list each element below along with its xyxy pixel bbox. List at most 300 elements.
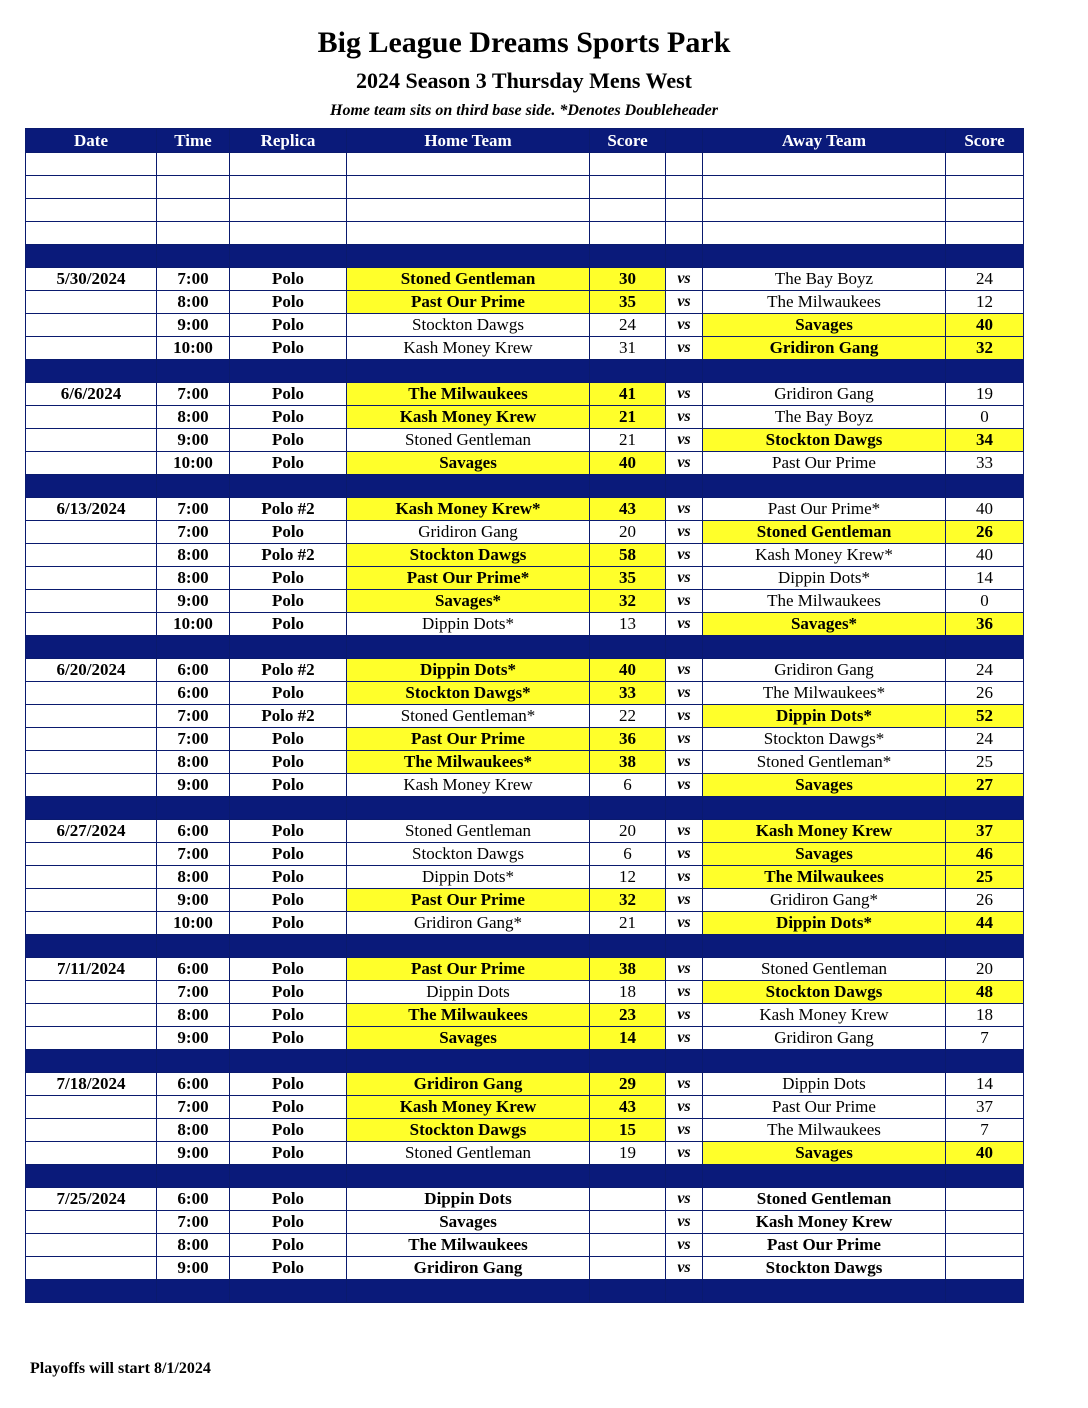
away-score: 25 [946,751,1024,774]
home-team: Dippin Dots* [347,659,590,682]
vs-label: vs [666,1142,703,1165]
game-row [26,682,1024,705]
home-score: 58 [590,544,666,567]
game-date [26,843,157,866]
home-score: 31 [590,337,666,360]
home-score: 38 [590,751,666,774]
game-row [26,751,1024,774]
home-team: Stoned Gentleman [347,268,590,291]
away-score: 18 [946,1004,1024,1027]
vs-label: vs [666,682,703,705]
game-date [26,981,157,1004]
away-team: The Bay Boyz [703,268,946,291]
away-score: 36 [946,613,1024,636]
week-separator-row [26,1165,1024,1188]
game-row [26,452,1024,475]
away-team: The Milwaukees* [703,682,946,705]
game-row [26,337,1024,360]
game-row [26,866,1024,889]
game-row [26,1188,1024,1211]
home-team: Gridiron Gang* [347,912,590,935]
game-time: 9:00 [157,1142,230,1165]
home-team: Past Our Prime [347,889,590,912]
game-field: Polo [230,889,347,912]
game-row [26,521,1024,544]
schedule-body [26,153,1024,1303]
home-team: Stoned Gentleman [347,820,590,843]
away-team: Gridiron Gang* [703,889,946,912]
game-date [26,774,157,797]
home-team: Savages* [347,590,590,613]
home-score: 6 [590,774,666,797]
game-date: 6/27/2024 [26,820,157,843]
game-row [26,314,1024,337]
game-time: 7:00 [157,843,230,866]
vs-label: vs [666,1119,703,1142]
game-time: 6:00 [157,1073,230,1096]
game-date [26,1142,157,1165]
game-date [26,521,157,544]
game-time: 6:00 [157,958,230,981]
game-row [26,705,1024,728]
game-time: 9:00 [157,1027,230,1050]
home-team: Kash Money Krew [347,774,590,797]
home-team: Dippin Dots [347,981,590,1004]
game-date [26,705,157,728]
home-score: 24 [590,314,666,337]
away-score: 12 [946,291,1024,314]
vs-label: vs [666,912,703,935]
column-header-vs [666,129,703,153]
game-time: 9:00 [157,314,230,337]
home-score [590,1257,666,1280]
home-score [590,1188,666,1211]
home-score: 14 [590,1027,666,1050]
game-time: 7:00 [157,1211,230,1234]
vs-label: vs [666,866,703,889]
game-row [26,820,1024,843]
vs-label: vs [666,291,703,314]
home-team: Savages [347,1027,590,1050]
home-score: 18 [590,981,666,1004]
game-time: 8:00 [157,406,230,429]
home-team: Past Our Prime [347,958,590,981]
home-score: 20 [590,820,666,843]
away-team: Stoned Gentleman [703,521,946,544]
week-separator-row [26,245,1024,268]
game-row [26,1257,1024,1280]
away-team: Savages [703,774,946,797]
home-score: 36 [590,728,666,751]
game-row [26,1027,1024,1050]
game-row [26,1142,1024,1165]
vs-label: vs [666,383,703,406]
away-team: Gridiron Gang [703,383,946,406]
away-score: 33 [946,452,1024,475]
away-score: 27 [946,774,1024,797]
game-field: Polo [230,268,347,291]
game-field: Polo [230,958,347,981]
game-time: 7:00 [157,705,230,728]
home-score: 32 [590,590,666,613]
away-team: The Milwaukees [703,291,946,314]
away-score: 26 [946,889,1024,912]
game-time: 9:00 [157,889,230,912]
home-score: 13 [590,613,666,636]
home-team: Stockton Dawgs [347,1119,590,1142]
game-field: Polo [230,843,347,866]
away-team: Savages [703,843,946,866]
game-row [26,774,1024,797]
playoffs-note: Playoffs will start 8/1/2024 [30,1360,211,1377]
game-row [26,406,1024,429]
home-score: 21 [590,429,666,452]
away-team: The Milwaukees [703,1119,946,1142]
game-row [26,1073,1024,1096]
away-team: The Bay Boyz [703,406,946,429]
home-score: 22 [590,705,666,728]
vs-label: vs [666,337,703,360]
game-date [26,889,157,912]
away-team: Past Our Prime [703,1096,946,1119]
home-team: Kash Money Krew [347,337,590,360]
game-time: 8:00 [157,291,230,314]
home-team: The Milwaukees [347,383,590,406]
home-team: Dippin Dots [347,1188,590,1211]
away-score: 40 [946,1142,1024,1165]
game-field: Polo [230,1211,347,1234]
away-score: 52 [946,705,1024,728]
game-time: 8:00 [157,1119,230,1142]
game-row [26,1004,1024,1027]
game-time: 7:00 [157,521,230,544]
vs-label: vs [666,981,703,1004]
away-score [946,1234,1024,1257]
game-row [26,613,1024,636]
vs-label: vs [666,1211,703,1234]
home-score: 21 [590,406,666,429]
home-score: 29 [590,1073,666,1096]
home-team: Kash Money Krew* [347,498,590,521]
away-team: Stockton Dawgs* [703,728,946,751]
vs-label: vs [666,406,703,429]
game-time: 7:00 [157,268,230,291]
game-date [26,866,157,889]
away-team: Past Our Prime [703,1234,946,1257]
home-team: Savages [347,452,590,475]
game-field: Polo [230,337,347,360]
game-field: Polo [230,567,347,590]
home-team: Kash Money Krew [347,1096,590,1119]
home-team: The Milwaukees [347,1004,590,1027]
page-subtitle: 2024 Season 3 Thursday Mens West [356,68,692,93]
away-score: 37 [946,820,1024,843]
vs-label: vs [666,889,703,912]
game-time: 7:00 [157,498,230,521]
week-separator-row [26,475,1024,498]
home-score: 12 [590,866,666,889]
game-row [26,659,1024,682]
away-score: 19 [946,383,1024,406]
home-team: The Milwaukees* [347,751,590,774]
game-field: Polo [230,1027,347,1050]
home-team: Kash Money Krew [347,406,590,429]
vs-label: vs [666,1096,703,1119]
away-score: 40 [946,498,1024,521]
away-team: Savages* [703,613,946,636]
away-team: Past Our Prime* [703,498,946,521]
home-score [590,1234,666,1257]
away-team: Kash Money Krew [703,820,946,843]
game-time: 7:00 [157,1096,230,1119]
game-row [26,1211,1024,1234]
game-row [26,383,1024,406]
away-score: 24 [946,268,1024,291]
game-field: Polo [230,728,347,751]
away-team: Stockton Dawgs [703,429,946,452]
game-field: Polo [230,820,347,843]
game-field: Polo [230,1096,347,1119]
home-score: 35 [590,567,666,590]
vs-label: vs [666,498,703,521]
game-time: 7:00 [157,383,230,406]
column-header-date: Date [26,129,157,153]
game-field: Polo [230,406,347,429]
game-time: 7:00 [157,728,230,751]
game-date: 6/20/2024 [26,659,157,682]
game-date: 6/13/2024 [26,498,157,521]
away-team: Stockton Dawgs [703,981,946,1004]
vs-label: vs [666,728,703,751]
week-separator-row [26,797,1024,820]
vs-label: vs [666,774,703,797]
game-field: Polo [230,1073,347,1096]
home-team: Stoned Gentleman [347,1142,590,1165]
home-team: Dippin Dots* [347,613,590,636]
game-date: 7/18/2024 [26,1073,157,1096]
away-score: 26 [946,521,1024,544]
game-date [26,567,157,590]
game-time: 6:00 [157,659,230,682]
game-field: Polo [230,912,347,935]
vs-label: vs [666,590,703,613]
vs-label: vs [666,820,703,843]
away-team: Kash Money Krew* [703,544,946,567]
game-date [26,728,157,751]
game-time: 8:00 [157,1234,230,1257]
home-score: 40 [590,452,666,475]
game-row [26,268,1024,291]
vs-label: vs [666,1257,703,1280]
vs-label: vs [666,567,703,590]
away-score [946,1188,1024,1211]
home-score: 41 [590,383,666,406]
game-date [26,1096,157,1119]
away-team: The Milwaukees [703,866,946,889]
home-score: 19 [590,1142,666,1165]
away-team: Savages [703,1142,946,1165]
game-row [26,544,1024,567]
game-field: Polo [230,429,347,452]
home-team: Gridiron Gang [347,1257,590,1280]
game-row [26,1234,1024,1257]
home-score: 40 [590,659,666,682]
home-team: Stockton Dawgs [347,314,590,337]
game-field: Polo [230,1142,347,1165]
game-date [26,406,157,429]
away-team: Gridiron Gang [703,337,946,360]
home-team: Stoned Gentleman [347,429,590,452]
game-row [26,1096,1024,1119]
home-score: 38 [590,958,666,981]
game-row [26,912,1024,935]
game-field: Polo [230,452,347,475]
game-time: 6:00 [157,820,230,843]
game-time: 9:00 [157,1257,230,1280]
away-score: 25 [946,866,1024,889]
home-team: Stockton Dawgs [347,843,590,866]
column-header-home-score: Score [590,129,666,153]
vs-label: vs [666,544,703,567]
away-team: Dippin Dots [703,1073,946,1096]
column-header-home-team: Home Team [347,129,590,153]
vs-label: vs [666,521,703,544]
vs-label: vs [666,1027,703,1050]
vs-label: vs [666,1188,703,1211]
game-field: Polo [230,383,347,406]
away-score: 46 [946,843,1024,866]
game-time: 9:00 [157,429,230,452]
away-score: 40 [946,314,1024,337]
away-team: Stoned Gentleman [703,1188,946,1211]
home-score: 6 [590,843,666,866]
game-row [26,590,1024,613]
game-time: 10:00 [157,452,230,475]
game-time: 6:00 [157,1188,230,1211]
game-date [26,912,157,935]
game-time: 7:00 [157,981,230,1004]
game-field: Polo #2 [230,659,347,682]
away-score: 24 [946,659,1024,682]
away-team: Kash Money Krew [703,1211,946,1234]
vs-label: vs [666,314,703,337]
game-row [26,981,1024,1004]
schedule-table [25,128,1024,1303]
home-score: 30 [590,268,666,291]
away-team: Stockton Dawgs [703,1257,946,1280]
game-time: 6:00 [157,682,230,705]
game-date: 7/25/2024 [26,1188,157,1211]
game-field: Polo [230,590,347,613]
game-row [26,958,1024,981]
home-team: Dippin Dots* [347,866,590,889]
vs-label: vs [666,1073,703,1096]
game-row [26,429,1024,452]
home-team: The Milwaukees [347,1234,590,1257]
away-score: 20 [946,958,1024,981]
page-note: Home team sits on third base side. *Denotes Doubleheader [330,102,718,119]
page-title: Big League Dreams Sports Park [317,26,731,59]
away-score [946,1211,1024,1234]
home-score: 20 [590,521,666,544]
game-time: 8:00 [157,751,230,774]
game-time: 10:00 [157,613,230,636]
game-field: Polo [230,981,347,1004]
game-field: Polo [230,866,347,889]
away-score: 32 [946,337,1024,360]
game-field: Polo [230,291,347,314]
vs-label: vs [666,268,703,291]
vs-label: vs [666,705,703,728]
game-date: 7/11/2024 [26,958,157,981]
table-header-row [26,129,1024,153]
game-field: Polo [230,1234,347,1257]
away-team: Dippin Dots* [703,567,946,590]
home-team: Past Our Prime* [347,567,590,590]
vs-label: vs [666,613,703,636]
home-team: Stockton Dawgs* [347,682,590,705]
column-header-replica: Replica [230,129,347,153]
game-date [26,1257,157,1280]
home-team: Stoned Gentleman* [347,705,590,728]
away-team: Dippin Dots* [703,912,946,935]
away-team: Savages [703,314,946,337]
column-header-away-score: Score [946,129,1024,153]
away-score: 34 [946,429,1024,452]
home-score: 32 [590,889,666,912]
away-score: 0 [946,406,1024,429]
game-date [26,590,157,613]
away-score: 37 [946,1096,1024,1119]
game-date [26,682,157,705]
game-field: Polo #2 [230,544,347,567]
vs-label: vs [666,452,703,475]
home-team: Gridiron Gang [347,521,590,544]
away-score: 24 [946,728,1024,751]
away-score: 14 [946,567,1024,590]
week-separator-row [26,1280,1024,1303]
game-time: 9:00 [157,590,230,613]
home-score: 15 [590,1119,666,1142]
vs-label: vs [666,659,703,682]
game-row [26,1119,1024,1142]
game-date [26,314,157,337]
away-score: 48 [946,981,1024,1004]
away-score: 26 [946,682,1024,705]
blank-row [26,199,1024,222]
away-team: Gridiron Gang [703,659,946,682]
game-date [26,1119,157,1142]
game-date [26,1234,157,1257]
game-date: 6/6/2024 [26,383,157,406]
game-time: 10:00 [157,337,230,360]
away-team: Stoned Gentleman* [703,751,946,774]
game-date [26,1004,157,1027]
away-team: Kash Money Krew [703,1004,946,1027]
game-row [26,498,1024,521]
game-date [26,613,157,636]
game-time: 8:00 [157,1004,230,1027]
game-field: Polo [230,613,347,636]
game-date: 5/30/2024 [26,268,157,291]
game-field: Polo [230,751,347,774]
home-score: 43 [590,498,666,521]
away-team: Dippin Dots* [703,705,946,728]
game-row [26,843,1024,866]
game-field: Polo #2 [230,498,347,521]
vs-label: vs [666,1234,703,1257]
game-date [26,544,157,567]
